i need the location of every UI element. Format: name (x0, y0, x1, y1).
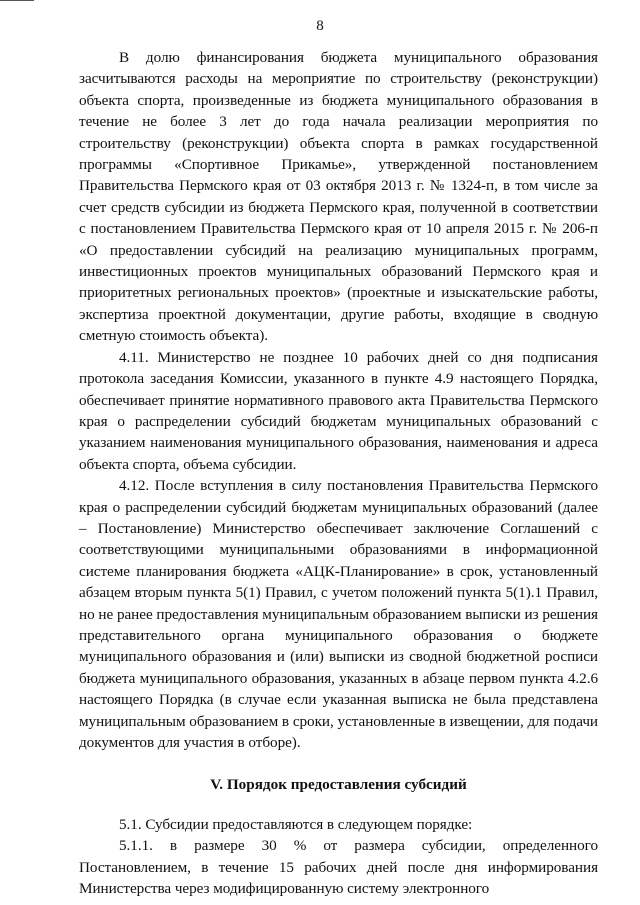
document-body (79, 47, 598, 899)
paragraph-4-12: 4.12. После вступления в силу постановления Правительства Пермского края о распределении субсидий бюджетам муниципальных образований (далее – Постановление) Министерство обеспечивает заключение Соглашений с соответствующими муниципальными образованиями в информационной системе планирования бюджета «АЦК-Планирование» в срок, установленный абзацем вторым пункта 5(1) Правил, с учетом положений пункта 5(1).1 Правил, но не ранее предоставления муниципальным образованием выписки из решения представительного органа муниципального образования о бюджете муниципального образования и (или) выписки из сводной бюджетной росписи бюджета муниципального образования, указанных в абзаце первом пункта 4.2.6 настоящего Порядка (в случае если указанная выписка не была представлена муниципальным образованием в сроки, установленные в извещении, для подачи документов для участия в отборе). (79, 477, 598, 751)
page-number: 8 (316, 18, 324, 34)
paragraph-5-1: 5.1. Субсидии предоставляются в следующем порядке: (119, 815, 473, 833)
paragraph-cofinancing: В долю финансирования бюджета муниципального образования засчитываются расходы на мероприятие по строительству (реконструкции) объекта спорта, произведенные из бюджета муниципального образования в течение не более 3 лет до года начала реализации мероприятия по строительству (реконструкции) объекта спорта в рамках государственной программы «Спортивное Прикамье», утвержденной постановлением Правительства Пермского края от 03 октября 2013 г. № 1324-п, в том числе за счет средств субсидии из бюджета Пермского края, полученной в соответствии с постановлением Правительства Пермского края от 10 апреля 2015 г. № 206-п «О предоставлении субсидий на реализацию муниципальных программ, инвестиционных проектов муниципальных образований Пермского края и приоритетных региональных проектов» (проектные и изыскательские работы, экспертиза проектной документации, другие работы, входящие в сводную сметную стоимость объекта). (79, 49, 598, 345)
section-heading: V. Порядок предоставления субсидий (210, 776, 467, 794)
paragraph-4-11: 4.11. Министерство не позднее 10 рабочих дней со дня подписания протокола заседания Комиссии, указанного в пункте 4.9 настоящего Порядка, обеспечивает принятие нормативного правового акта Правительства Пермского края о распределении субсидий бюджетам муниципальных образований с указанием наименования муниципального образования, наименования и адреса объекта спорта, объема субсидии. (79, 348, 598, 473)
paragraph-5-1-1: 5.1.1. в размере 30 % от размера субсидии, определенного Постановлением, в течение 15 рабочих дней после дня информирования Министерства через модифицированную систему электронного (79, 837, 598, 898)
scan-edge-mark (0, 0, 34, 1)
